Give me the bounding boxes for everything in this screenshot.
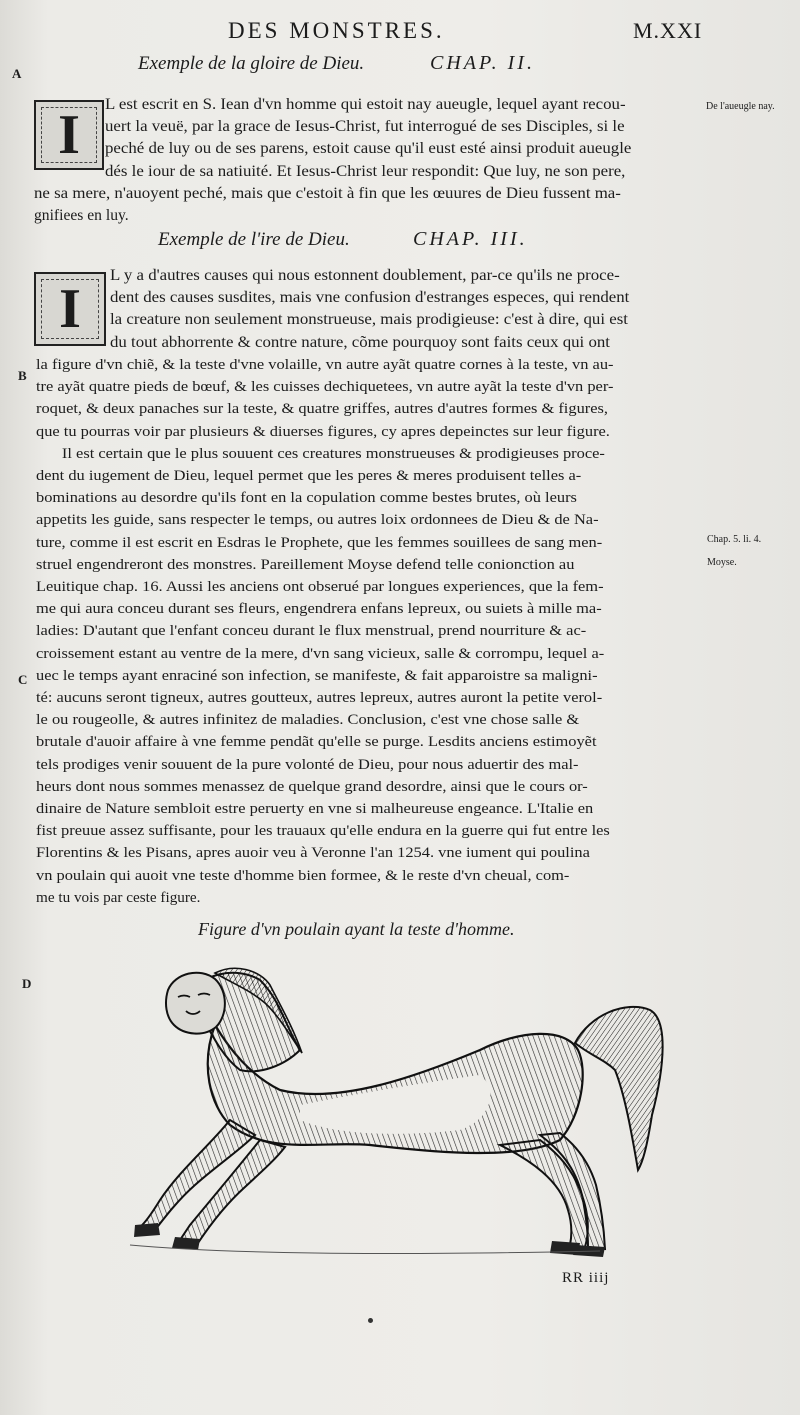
chapter-3-title: Exemple de l'ire de Dieu. [158, 229, 350, 250]
text-line: roquet, & deux panaches sur la teste, & quatre griffes, autres d'autres formes & figures, [36, 400, 609, 418]
margin-letter-a: A [12, 66, 22, 81]
text-line: que tu pourras voir par plusieurs & diuerses figures, cy apres depeinctes sur leur figure. [36, 422, 610, 440]
text-line: du tout abhorrente & contre nature, cõme pourquoy sont faits ceux qui ont [110, 333, 610, 351]
signature-mark: RR iiij [562, 1270, 610, 1286]
margin-note-moyse: Moyse. [707, 557, 737, 568]
text-line: Il est certain que le plus souuent ces creatures monstrueuses & prodigieuses proce- [61, 444, 605, 462]
text-line: uert la veuë, par la grace de Iesus-Christ, fut interrogué de ses Disciples, si le [105, 118, 625, 136]
chapter-2-text-indented [105, 94, 701, 183]
text-line: croissement estant au ventre de la mere, d'vn sang vicieux, salle & corrompu, lequel a- [36, 644, 605, 662]
text-line: dent des causes susdites, mais vne confusion d'estranges especes, qui rendent [110, 289, 630, 307]
text-line: dent du iugement de Dieu, lequel permet que les peres & meres produisent telles a- [36, 467, 582, 485]
text-line: peché de luy ou de ses parens, estoit cause qu'il eust esté ainsi produit aueugle [105, 140, 632, 158]
text-line: tre ayãt quatre pieds de bœuf, & les cuisses dechiquetees, vn autre ayãt la teste d'vn per- [36, 378, 614, 396]
text-line: L est escrit en S. Iean d'vn homme qui estoit nay aueugle, lequel ayant recou- [105, 96, 626, 113]
text-line: vn poulain qui auoit vne teste d'homme bien formee, & le reste d'vn cheual, com- [36, 866, 570, 884]
text-line: dés le iour de sa natiuité. Et Iesus-Christ leur respondit: Que luy, ne son pere, [105, 162, 626, 180]
margin-letter-b: B [18, 368, 27, 383]
text-line: Leuitique chap. 16. Aussi les anciens ont obserué par longues experiences, que la fem- [36, 578, 604, 596]
text-line: brutale d'auoir affaire à vne femme pendãt qu'elle se purge. Lesdits anciens estimoyẽt [36, 733, 597, 751]
text-line: tels prodiges venir souuent de la pure volonté de Dieu, pour nous aduertir des mal- [36, 755, 579, 773]
foal-with-human-head-woodcut [120, 955, 680, 1265]
margin-letter-d: D [22, 976, 32, 991]
text-line: struel engendreront des monstres. Pareillement Moyse defend telle conionction au [36, 555, 575, 573]
text-line: fist preuue assez suffisante, pour les trauaux qu'elle endura en la guerre qui fut entre les [36, 822, 610, 840]
text-line: appetits les guide, sans respecter le temps, ou autres loix ordonnees de Dieu & de Na- [36, 511, 599, 529]
text-line: me qui aura conceu durant ses fleurs, engendrera enfans lepreux, ou suiets à mille ma- [36, 600, 602, 618]
chapter-2-number: CHAP. II. [430, 52, 535, 74]
text-line: heurs dont nous sommes menassez de quelque grand desordre, ainsi que le cours or- [36, 777, 588, 795]
chapter-3-text [36, 354, 703, 909]
text-line: bominations au desordre qu'ils font en la copulation comme bestes brutes, où leurs [36, 489, 577, 507]
chapter-2-text [34, 183, 701, 227]
margin-letter-c: C [18, 672, 28, 687]
text-line: ne sa mere, n'auoyent peché, mais que c'estoit à fin que les œuures de Dieu fussent ma- [34, 185, 621, 202]
text-line: la creature non seulement monstrueuse, mais prodigieuse: c'est à dire, qui est [110, 311, 628, 329]
text-line: dinaire de Nature sembloit estre peruerty en vne si malheureuse engeance. L'Italie en [36, 800, 594, 818]
text-line: le ou rougeolle, & autres infinitez de maladies. Conclusion, c'est vne chose salle & [36, 711, 580, 729]
chapter-3-text-indented [110, 265, 702, 354]
margin-note-aveugle: De l'aueugle nay. [706, 101, 775, 112]
paper-dot [368, 1318, 373, 1323]
chapter-3-dropcap: I [34, 272, 106, 346]
figure-caption: Figure d'vn poulain ayant la teste d'homme. [198, 919, 515, 939]
text-line: ture, comme il est escrit en Esdras le Prophete, que les femmes souillees de sang men- [36, 533, 603, 551]
chapter-2-dropcap: I [34, 100, 104, 170]
chapter-3-number: CHAP. III. [413, 228, 528, 250]
chapter-2-title: Exemple de la gloire de Dieu. [138, 53, 365, 74]
text-line: me tu vois par ceste figure. [36, 888, 201, 906]
margin-note-chapter-ref: Chap. 5. li. 4. [707, 534, 762, 545]
text-line: la figure d'vn chiẽ, & la teste d'vne volaille, vn autre ayãt quatre cornes à la teste, vn au- [36, 356, 614, 373]
text-line: ladies: D'autant que l'enfant conceu durant le flux menstrual, prend nourriture & ac- [36, 622, 587, 640]
folio-number: M.XXI [633, 18, 703, 43]
text-line: Florentins & les Pisans, apres auoir veu à Veronne l'an 1254. vne iument qui poulina [36, 844, 590, 862]
text-line: té: aucuns seront tigneux, autres goutteux, autres lepreux, autres auront la petite verol- [36, 689, 603, 707]
text-line: uec le temps ayant enraciné son infection, se manifeste, & fait apparoistre sa maligni- [36, 666, 598, 684]
text-line: L y a d'autres causes qui nous estonnent doublement, par-ce qu'ils ne proce- [110, 267, 620, 284]
running-title: DES MONSTRES. [228, 18, 445, 43]
text-line: gnifiees en luy. [34, 207, 129, 225]
